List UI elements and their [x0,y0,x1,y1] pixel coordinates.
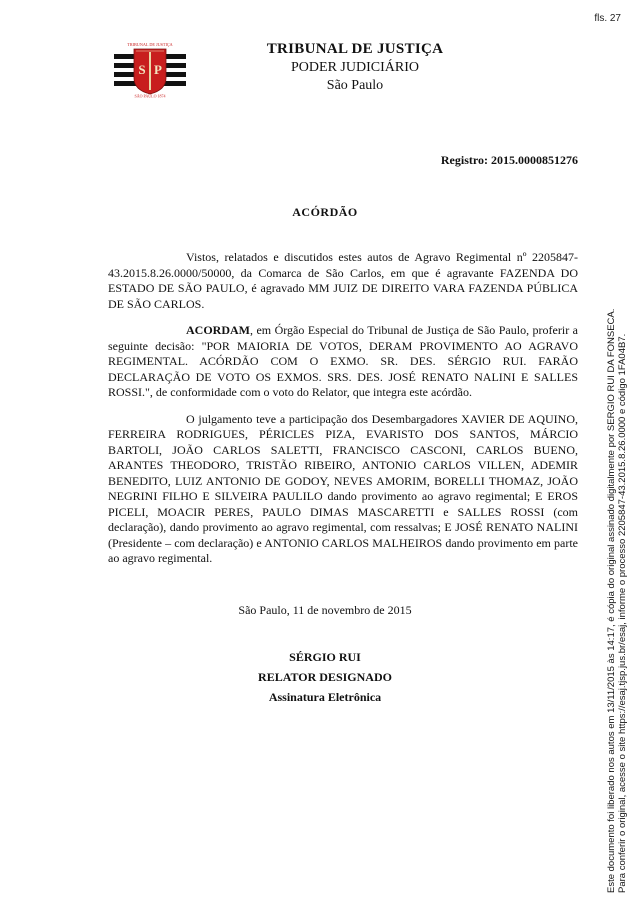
acordam-keyword: ACORDAM [186,323,250,337]
logo-top-text: TRIBUNAL DE JUSTIÇA [127,42,173,47]
registro-number: Registro: 2015.0000851276 [440,153,578,167]
logo-bottom-text: SÃO PAULO 1874 [134,93,166,98]
page-number-label: fls. 27 [594,13,621,24]
side-note-line-2: Para conferir o original, acesse o site https://esaj.tjsp.jus.br/esaj, informe o processo 2205847-43.2015.8.26.0000 e código 1FA04B7. [617,333,628,893]
city-name: São Paulo [326,78,384,93]
signer-name: SÉRGIO RUI [289,650,361,664]
document-header [230,40,480,95]
side-note-line-1: Este documento foi liberado nos autos em 13/11/2015 às 14:17, é cópia do original assinado digitalmente por SERGIO RUI DA FONSECA. [606,308,617,893]
signature-type: Assinatura Eletrônica [268,690,382,704]
svg-text:P: P [154,62,162,77]
paragraph-vistos: Vistos, relatados e discutidos estes autos de Agravo Regimental nº 2205847-43.2015.8.26.0000/50000, da Comarca de São Carlos, em que é agravante FAZENDA DO ESTADO DE SÃO PAULO, é agravado MM JUIZ DE DIREITO VARA FAZENDA PÚBLICA DE SÃO CARLOS. [108,250,578,311]
digital-signature-note [606,303,628,893]
court-name: TRIBUNAL DE JUSTIÇA [266,41,444,57]
paragraph-acordam [108,323,578,401]
document-body [108,250,578,578]
acordam-text: , em Órgão Especial do Tribunal de Justiça de São Paulo, proferir a seguinte decisão: "POR MAIORIA DE VOTOS, DERAM PROVIMENTO AO AGRAVO REGIMENTAL. ACÓRDÃO COM O EXMO. SR. DES. SÉRGIO RUI. FARÃO DECLARAÇÃO DE VOTO OS EXMOS. SRS. DES. JOSÉ RENATO NALINI E SALLES ROSSI.", de conformidade com o voto do Relator, que integra este acórdão. [108,323,578,399]
branch-name: PODER JUDICIÁRIO [291,60,419,75]
svg-text:S: S [138,62,146,77]
paragraph-julgamento: O julgamento teve a participação dos Desembargadores XAVIER DE AQUINO, FERREIRA RODRIGUES, PÉRICLES PIZA, EVARISTO DOS SANTOS, MÁRCIO BARTOLI, JOÃO CARLOS SALETTI, FRANCISCO CASCONI, CARLOS BUENO, ARANTES THEODORO, TRISTÃO RIBEIRO, ANTONIO CARLOS VILLEN, ADEMIR BENEDITO, LUIZ ANTONIO DE GODOY, NEVES AMORIM, BORELLI THOMAZ, JOÃO NEGRINI FILHO E SILVEIRA PAULILO dando provimento ao agravo regimental; E EROS PICELI, MOACIR PERES, PAULO DIMAS MASCARETTI e SALLES ROSSI (com declaração), dando provimento ao agravo regimental, com ressalvas; E JOSÉ RENATO NALINI (Presidente – com declaração) e ANTONIO CARLOS MALHEIROS dando provimento em parte ao agravo regimental. [108,411,578,565]
signer-role: RELATOR DESIGNADO [258,670,392,684]
date-line: São Paulo, 11 de novembro de 2015 [238,603,412,617]
document-title: ACÓRDÃO [292,205,358,219]
court-coat-of-arms-logo [112,40,188,98]
